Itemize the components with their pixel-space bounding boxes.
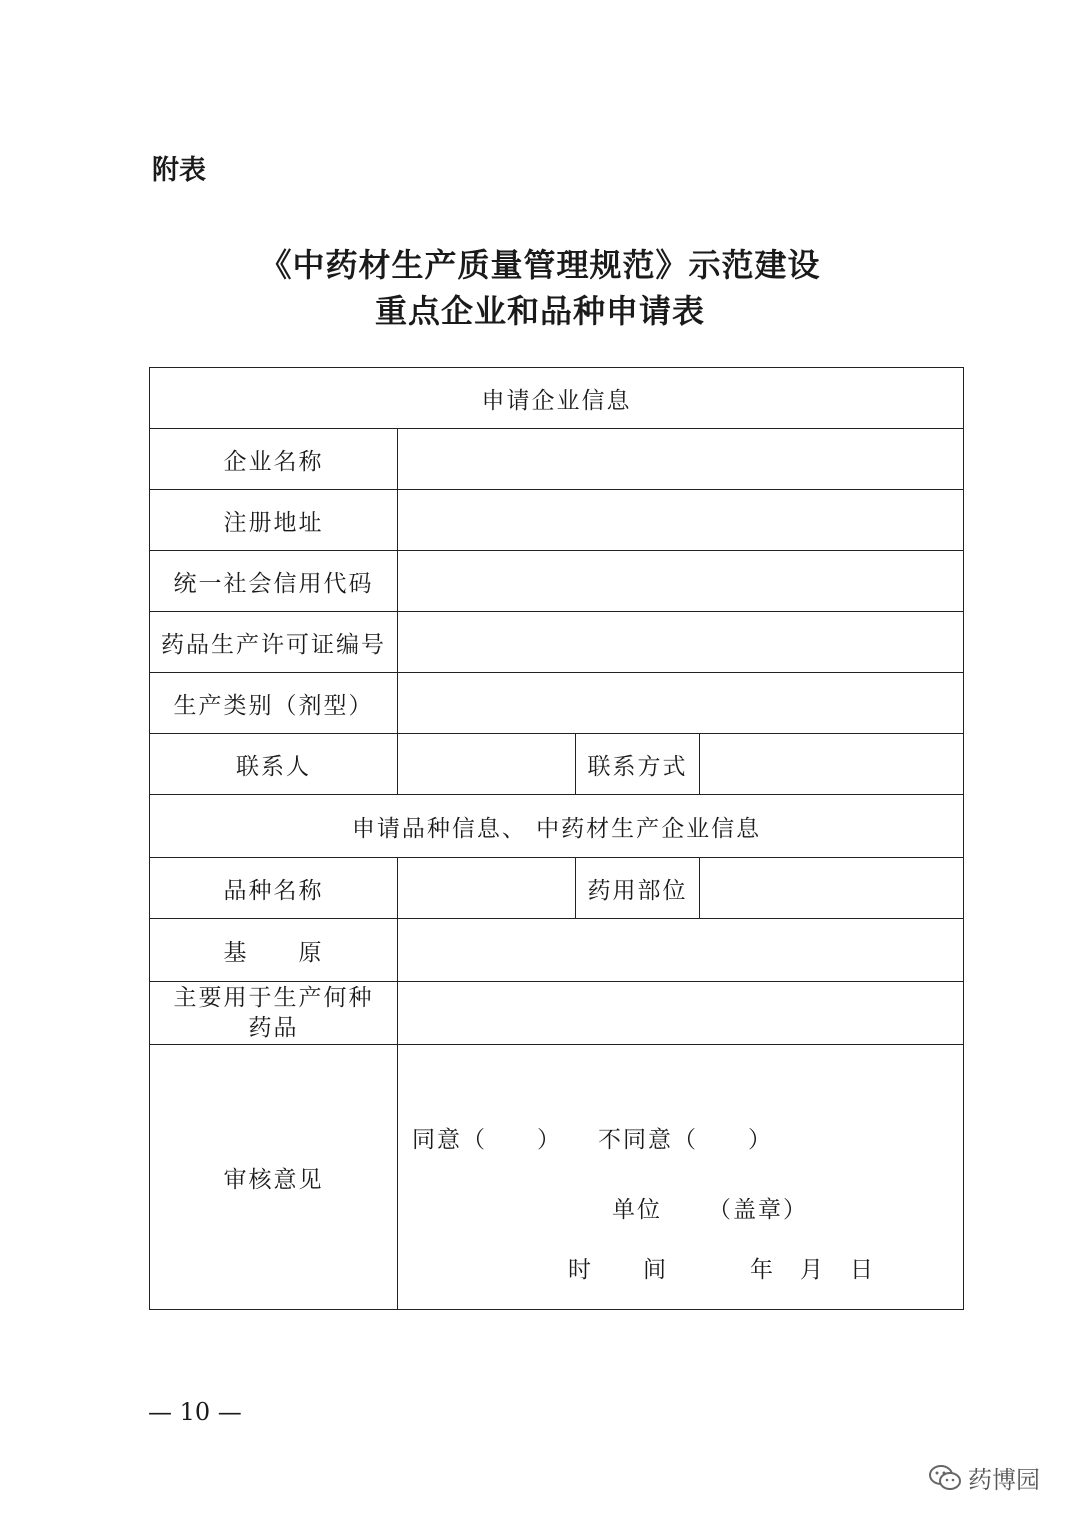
field-license-number[interactable]	[398, 612, 964, 673]
page-number: — 10 —	[148, 1398, 242, 1426]
watermark	[928, 1460, 1040, 1495]
section-company-info: 申请企业信息	[150, 368, 964, 429]
field-company-name[interactable]	[398, 429, 964, 490]
disagree-option[interactable]: 不同意（ ）	[598, 1127, 773, 1153]
field-contact-method[interactable]	[700, 734, 964, 795]
label-review-opinion: 审核意见	[150, 1045, 398, 1310]
attachment-label: 附表	[152, 155, 206, 186]
label-company-name: 企业名称	[150, 429, 398, 490]
field-variety-name[interactable]	[398, 858, 576, 919]
field-origin[interactable]	[398, 919, 964, 982]
label-main-use-line2: 药品	[248, 1015, 299, 1041]
label-production-category: 生产类别（剂型）	[150, 673, 398, 734]
field-main-use[interactable]	[398, 982, 964, 1045]
label-medicinal-part: 药用部位	[576, 858, 700, 919]
time-label: 时 间	[568, 1257, 668, 1283]
application-form-table	[149, 367, 964, 1310]
watermark-text: 药博园	[968, 1466, 1040, 1494]
field-registered-address[interactable]	[398, 490, 964, 551]
label-registered-address: 注册地址	[150, 490, 398, 551]
label-contact-method: 联系方式	[576, 734, 700, 795]
unit-label: 单位	[612, 1197, 662, 1223]
label-credit-code: 统一社会信用代码	[150, 551, 398, 612]
label-main-use-line1: 主要用于生产何种	[173, 985, 374, 1011]
label-main-use	[150, 982, 398, 1045]
field-medicinal-part[interactable]	[700, 858, 964, 919]
wechat-icon	[928, 1464, 962, 1492]
field-contact-person[interactable]	[398, 734, 576, 795]
form-title-line2: 重点企业和品种申请表	[374, 292, 705, 330]
date-label: 年 月 日	[750, 1257, 875, 1283]
label-license-number: 药品生产许可证编号	[150, 612, 398, 673]
agree-option[interactable]: 同意（ ）	[412, 1127, 562, 1153]
label-variety-name: 品种名称	[150, 858, 398, 919]
section-variety-info: 申请品种信息、 中药材生产企业信息	[150, 795, 964, 858]
field-credit-code[interactable]	[398, 551, 964, 612]
form-title-line1: 《中药材生产质量管理规范》示范建设	[259, 246, 821, 284]
field-production-category[interactable]	[398, 673, 964, 734]
label-contact-person: 联系人	[150, 734, 398, 795]
label-origin: 基 原	[150, 919, 398, 982]
seal-label: （盖章）	[708, 1197, 808, 1223]
review-opinion-area[interactable]	[398, 1045, 964, 1310]
